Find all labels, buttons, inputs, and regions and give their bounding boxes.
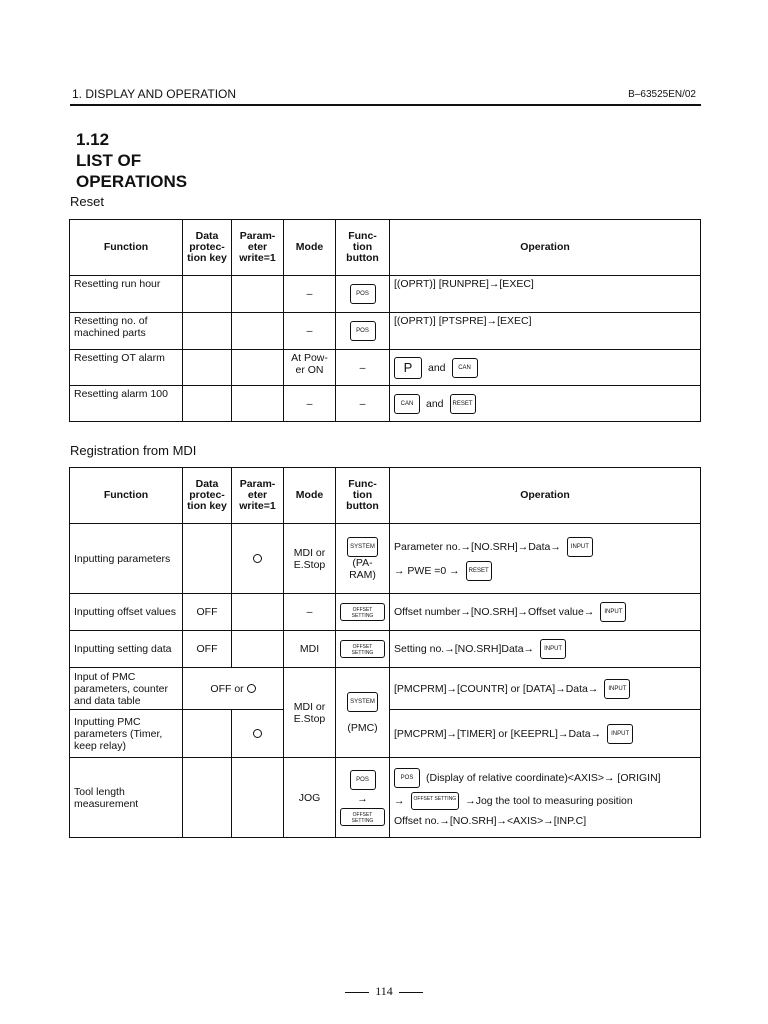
cell-button: [336, 631, 390, 668]
col-func-button: Func- tion button: [336, 220, 390, 276]
cell-param: [232, 276, 284, 313]
arrow-text: →: [357, 792, 368, 805]
mdi-table: [69, 467, 701, 838]
col-func-button: Func- tion button: [336, 468, 390, 524]
col-operation: Operation: [390, 220, 701, 276]
cell-mode: JOG: [284, 758, 336, 838]
cell-data-key-param: [183, 668, 284, 710]
cell-function: Tool length measurement: [70, 758, 183, 838]
input-key-icon: INPUT: [604, 679, 630, 699]
pos-key-icon: POS: [350, 321, 376, 341]
cell-button: [336, 313, 390, 350]
can-key-icon: CAN: [394, 394, 420, 414]
operation-text: →: [394, 795, 405, 807]
operation-text: → PWE =0 →: [394, 564, 460, 577]
cell-function: Resetting run hour: [70, 276, 183, 313]
cell-operation: [390, 710, 701, 758]
table-row: [70, 313, 701, 350]
operation-line: Offset no.→[NO.SRH]→<AXIS>→[INP.C]: [394, 815, 587, 827]
table-row: [70, 276, 701, 313]
table-row: [70, 631, 701, 668]
operation-text: →Jog the tool to measuring position: [465, 795, 633, 807]
cell-operation: [390, 594, 701, 631]
section-title-line2: OPERATIONS: [76, 172, 188, 191]
mdi-subtitle: Registration from MDI: [70, 443, 197, 458]
running-header-section: 1. DISPLAY AND OPERATION: [72, 87, 237, 101]
reset-table: [69, 219, 701, 422]
and-text: and: [428, 361, 446, 374]
input-key-icon: INPUT: [540, 639, 566, 659]
col-param: Param- eter write=1: [232, 468, 284, 524]
cell-function: Inputting PMC parameters (Timer, keep relay): [70, 710, 183, 758]
operation-line: [394, 724, 696, 744]
button-note: (PA- RAM): [349, 556, 376, 581]
cell-operation: [390, 386, 701, 422]
reset-key-icon: RESET: [466, 561, 492, 581]
circle-mark-icon: [253, 729, 262, 738]
operation-text: Setting no.→[NO.SRH]Data→: [394, 643, 535, 655]
table-row: [70, 668, 701, 710]
operation-line: [394, 537, 696, 557]
cell-param: [232, 350, 284, 386]
operation-line: [394, 679, 696, 699]
cell-mode: MDI: [284, 631, 336, 668]
system-key-icon: SYSTEM: [347, 537, 378, 557]
table-header-row: [70, 468, 701, 524]
cell-operation: [390, 668, 701, 710]
operation-text: Parameter no.→[NO.SRH]→Data→: [394, 540, 561, 553]
running-header-doc-code: B–63525EN/02: [628, 89, 696, 100]
cell-button: –: [336, 350, 390, 386]
cell-operation: [390, 524, 701, 594]
offset-setting-key-icon: OFFSET SETTING: [340, 603, 385, 621]
table-row: [70, 594, 701, 631]
cell-data-key: [183, 524, 232, 594]
cell-mode: –: [284, 313, 336, 350]
offset-setting-key-icon: OFFSET SETTING: [340, 640, 385, 658]
cell-operation: [(OPRT)] [RUNPRE]→[EXEC]: [390, 276, 701, 313]
cell-mode: –: [284, 386, 336, 422]
section-number: 1.12: [76, 130, 110, 149]
offset-setting-key-icon: OFFSET SETTING: [411, 792, 460, 810]
operation-text: (Display of relative coordinate)<AXIS>→ [ORIGIN]: [426, 772, 661, 784]
cell-operation: [390, 350, 701, 386]
table-row: [70, 524, 701, 594]
cell-data-key: [183, 313, 232, 350]
page-footer: [0, 984, 768, 999]
operation-line: [394, 602, 696, 622]
page-number: 114: [375, 984, 393, 998]
can-key-icon: CAN: [452, 358, 478, 378]
cell-button: [336, 594, 390, 631]
cell-param: [232, 594, 284, 631]
input-key-icon: INPUT: [607, 724, 633, 744]
table-header-row: [70, 220, 701, 276]
cell-button: –: [336, 386, 390, 422]
operation-text: [PMCPRM]→[COUNTR] or [DATA]→Data→: [394, 682, 599, 695]
offset-setting-key-icon: OFFSET SETTING: [340, 808, 385, 826]
input-key-icon: INPUT: [567, 537, 593, 557]
table-row: [70, 350, 701, 386]
cell-param: [232, 631, 284, 668]
p-key-icon: P: [394, 357, 422, 379]
table-row: [70, 758, 701, 838]
cell-data-key: OFF: [183, 631, 232, 668]
cell-param: [232, 313, 284, 350]
cell-param: [232, 386, 284, 422]
col-param: Param- eter write=1: [232, 220, 284, 276]
cell-function: Input of PMC parameters, counter and data table: [70, 668, 183, 710]
cell-button: [336, 276, 390, 313]
cell-button: [336, 668, 390, 758]
system-key-icon: SYSTEM: [347, 692, 378, 712]
cell-operation: [390, 631, 701, 668]
operation-line: [394, 561, 696, 581]
footer-dash: [345, 992, 369, 993]
cell-param: [232, 758, 284, 838]
reset-key-icon: RESET: [450, 394, 476, 414]
cell-button: [336, 524, 390, 594]
section-title: [76, 150, 187, 192]
operation-keys: [394, 357, 696, 379]
cell-function: Resetting no. of machined parts: [70, 313, 183, 350]
cell-mode: At Pow- er ON: [284, 350, 336, 386]
cell-data-key: [183, 276, 232, 313]
and-text: and: [426, 397, 444, 410]
cell-function: Inputting parameters: [70, 524, 183, 594]
cell-function: Inputting offset values: [70, 594, 183, 631]
cell-param: [232, 524, 284, 594]
cell-function: Resetting alarm 100: [70, 386, 183, 422]
reset-subtitle: Reset: [70, 194, 104, 209]
cell-data-key: [183, 386, 232, 422]
data-key-text: OFF or: [210, 682, 244, 695]
col-data-key: Data protec- tion key: [183, 220, 232, 276]
circle-mark-icon: [253, 554, 262, 563]
col-mode: Mode: [284, 220, 336, 276]
col-function: Function: [70, 220, 183, 276]
operation-line: [394, 792, 696, 810]
cell-data-key: [183, 350, 232, 386]
cell-operation: [(OPRT)] [PTSPRE]→[EXEC]: [390, 313, 701, 350]
operation-line: [394, 768, 696, 788]
header-rule: [70, 104, 701, 106]
cell-function: Inputting setting data: [70, 631, 183, 668]
operation-line: [394, 639, 696, 659]
footer-dash: [399, 992, 423, 993]
section-title-line1: LIST OF: [76, 151, 142, 170]
cell-operation: [390, 758, 701, 838]
cell-param: [232, 710, 284, 758]
cell-data-key: OFF: [183, 594, 232, 631]
pos-key-icon: POS: [350, 284, 376, 304]
cell-data-key: [183, 758, 232, 838]
circle-mark-icon: [247, 684, 256, 693]
col-operation: Operation: [390, 468, 701, 524]
button-note: (PMC): [347, 721, 378, 734]
operation-text: [PMCPRM]→[TIMER] or [KEEPRL]→Data→: [394, 727, 602, 740]
cell-mode: –: [284, 276, 336, 313]
cell-button: [336, 758, 390, 838]
col-data-key: Data protec- tion key: [183, 468, 232, 524]
pos-key-icon: POS: [394, 768, 420, 788]
cell-mode: MDI or E.Stop: [284, 524, 336, 594]
pos-key-icon: POS: [350, 770, 376, 790]
cell-mode: –: [284, 594, 336, 631]
operation-text: Offset number→[NO.SRH]→Offset value→: [394, 606, 595, 618]
table-row: [70, 386, 701, 422]
operation-keys: [394, 394, 696, 414]
input-key-icon: INPUT: [600, 602, 626, 622]
cell-mode: MDI or E.Stop: [284, 668, 336, 758]
cell-data-key: [183, 710, 232, 758]
col-function: Function: [70, 468, 183, 524]
col-mode: Mode: [284, 468, 336, 524]
cell-function: Resetting OT alarm: [70, 350, 183, 386]
